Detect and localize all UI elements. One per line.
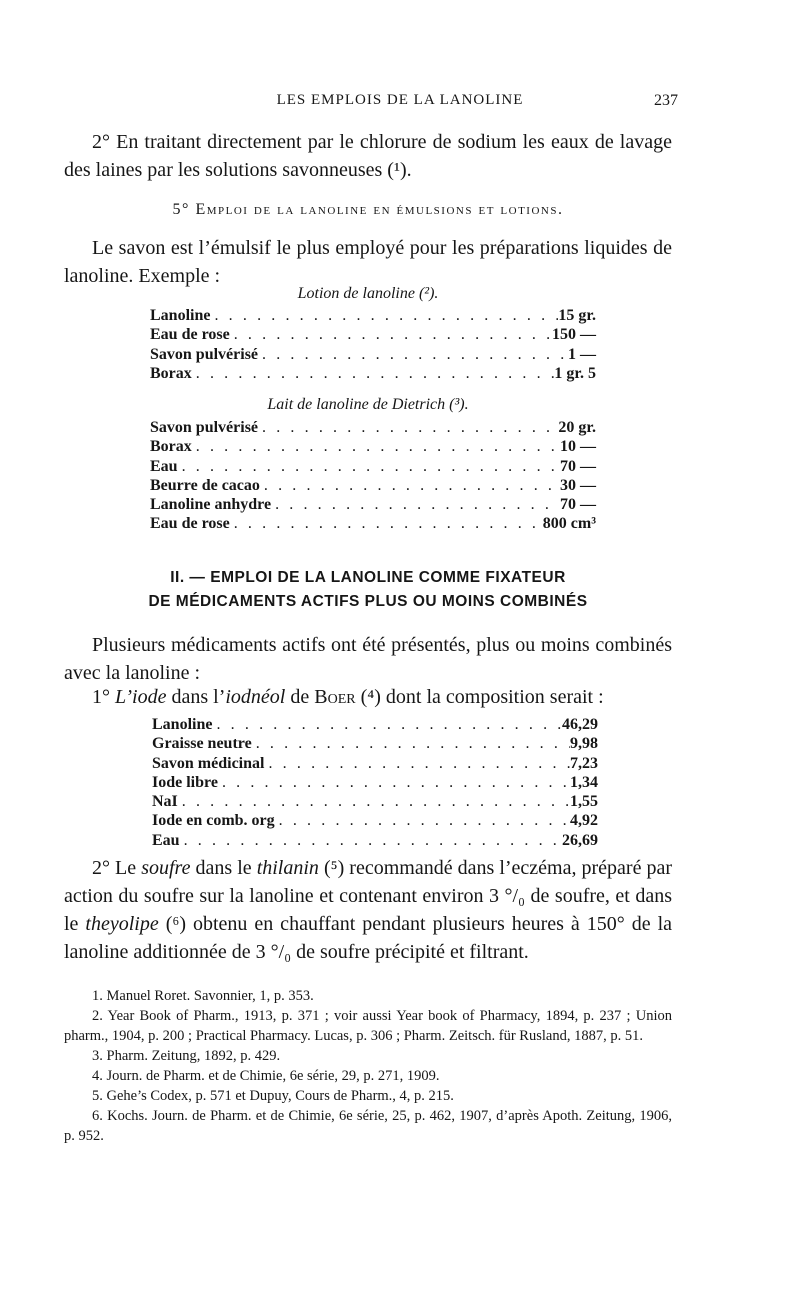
text-run: dans le [195,857,252,879]
ingredient-label: Savon pulvérisé [150,419,259,436]
table-row [152,754,598,773]
table-row [152,715,598,734]
ingredient-label: Beurre de cacao [150,476,260,494]
footnote-1: 1. Manuel Roret. Savonnier, 1, p. 353. [92,988,314,1004]
chapter-heading-ii [64,566,672,614]
section-title: Emploi de la lanoline en émulsions et lotions. [195,201,564,218]
page-number: 237 [654,92,678,109]
paragraph-text [64,683,672,711]
term-theyolipe: theyolipe [85,913,159,935]
ingredient-label: Eau [150,457,178,475]
section-number: 5° [172,201,190,218]
text-run: 2° Le [92,857,137,879]
table-row [152,811,598,830]
leader-dots [196,364,555,383]
table-row [150,437,596,456]
term-thilanin: thilanin [256,857,319,879]
table-row [150,476,596,495]
ingredient-value: 10 — [560,438,596,456]
term-soufre: soufre [141,857,191,879]
paragraph-text [64,854,672,966]
paragraph-medicaments [64,631,672,687]
paragraph-text: 2° En traitant directement par le chlorure de sodium les eaux de lavage des laines par les solutions savonneuses (¹). [64,131,672,181]
leader-dots [275,495,560,514]
footnote-2: 2. Year Book of Pharm., 1913, p. 371 ; voir aussi Year book of Pharmacy, 1894, p. 237 ; Union pharm., 1904, p. 200 ; Practical Pharmacy. Lucas, p. 306 ; Pharm. Zeitsch. für Rusland, 1887, p. 51. [64,1008,672,1044]
leader-dots [264,476,560,495]
author-boer: Boer [314,686,356,708]
ingredient-label: Borax [150,438,192,456]
recipe-caption-lotion: Lotion de lanoline (²). [297,285,439,302]
table-row [150,457,596,476]
footnote-3: 3. Pharm. Zeitung, 1892, p. 429. [92,1048,281,1064]
table-row [152,773,598,792]
section-heading-5 [64,201,672,219]
ingredient-value: 70 — [560,457,596,475]
ingredient-value: 1 — [568,345,596,363]
ingredient-value: 20 gr. [558,419,596,436]
ingredient-value: 150 — [552,326,596,344]
table-row [152,792,598,811]
leader-dots [234,514,543,533]
running-header [0,92,800,114]
term-iodneol: iodnéol [225,686,286,708]
ingredient-label: Savon pulvérisé [150,345,259,363]
ingredient-label: Lanoline [150,307,211,324]
text-run: (⁴) dont la composition serait : [360,686,604,708]
heading-line-1: II. — EMPLOI DE LA LANOLINE COMME FIXATEUR [170,569,566,586]
leader-dots [214,306,558,325]
table-row [150,306,596,325]
paragraph-lavage [64,128,672,184]
ingredient-label: Eau de rose [150,515,230,533]
footnote-6: 6. Kochs. Journ. de Pharm. et de Chimie, 6e série, 25, p. 462, 1907, d’après Apoth. Zeitung, 1906, p. 952. [64,1108,672,1144]
ingredient-label: Borax [150,364,192,382]
table-row [150,495,596,514]
leader-dots [182,792,570,811]
component-label: Graisse neutre [152,735,252,753]
ingredient-value: 70 — [560,496,596,514]
recipe-table-lait [150,418,596,534]
component-value: 46,29 [562,716,598,733]
paragraph-iode [64,683,672,711]
table-row [150,514,596,533]
leader-dots [234,325,552,344]
component-label: Eau [152,831,180,849]
leader-dots [256,734,570,753]
paragraph-text: Plusieurs médicaments actifs ont été présentés, plus ou moins combinés avec la lanoline : [64,634,672,684]
component-label: NaI [152,793,178,811]
component-value: 4,92 [570,812,598,830]
recipe-table-lotion [150,306,596,383]
footnotes [64,986,672,1146]
ingredient-value: 800 cm³ [542,515,596,533]
component-value: 26,69 [562,831,598,849]
running-title: LES EMPLOIS DE LA LANOLINE [276,92,524,108]
table-row [150,325,596,344]
paragraph-emulsif [64,234,672,290]
footnote-4: 4. Journ. de Pharm. et de Chimie, 6e série, 29, p. 271, 1909. [92,1068,440,1084]
leader-dots [262,418,558,437]
recipe-caption-lait: Lait de lanoline de Dietrich (³). [267,396,469,413]
text-run: dans l’ [171,686,226,708]
heading-line-2: DE MÉDICAMENTS ACTIFS PLUS OU MOINS COMBINÉS [148,593,588,610]
table-row [150,418,596,437]
leader-dots [196,437,560,456]
leader-dots [184,831,562,850]
footnote-5: 5. Gehe’s Codex, p. 571 et Dupuy, Cours de Pharm., 4, p. 215. [92,1088,454,1104]
table-row [150,364,596,383]
table-row [152,734,598,753]
component-label: Iode en comb. org [152,812,275,830]
component-value: 1,55 [570,793,598,811]
leader-dots [216,715,562,734]
item-number: 1° [92,686,110,708]
component-value: 1,34 [570,773,598,791]
text-run: (⁵) recommandé dans l’eczéma, préparé par action du soufre sur la lanoline et contenant environ 3 °/₀ de soufre, et dans le [64,857,673,935]
ingredient-value: 30 — [560,476,596,494]
component-label: Savon médicinal [152,754,265,772]
component-value: 7,23 [570,754,598,772]
component-value: 9,98 [570,735,598,753]
table-row [152,831,598,850]
term-iode: L’iode [115,686,167,708]
table-row [150,345,596,364]
ingredient-value: 1 gr. 5 [554,364,596,382]
ingredient-label: Eau de rose [150,326,230,344]
text-run: (⁶) obtenu en chauffant pendant plusieurs heures à 150° de la lanoline additionnée de 3 °/₀ de soufre précipité et filtrant. [64,913,672,963]
text-run: de [290,686,310,708]
component-label: Iode libre [152,773,218,791]
paragraph-soufre [64,854,672,966]
ingredient-label: Lanoline anhydre [150,496,272,514]
leader-dots [279,811,570,830]
component-label: Lanoline [152,716,213,733]
leader-dots [268,754,570,773]
ingredient-value: 15 gr. [558,307,596,324]
leader-dots [222,773,570,792]
leader-dots [182,457,560,476]
composition-table-iodneol [152,715,598,850]
leader-dots [262,345,568,364]
paragraph-text: Le savon est l’émulsif le plus employé pour les préparations liquides de lanoline. Exemple : [64,237,672,287]
